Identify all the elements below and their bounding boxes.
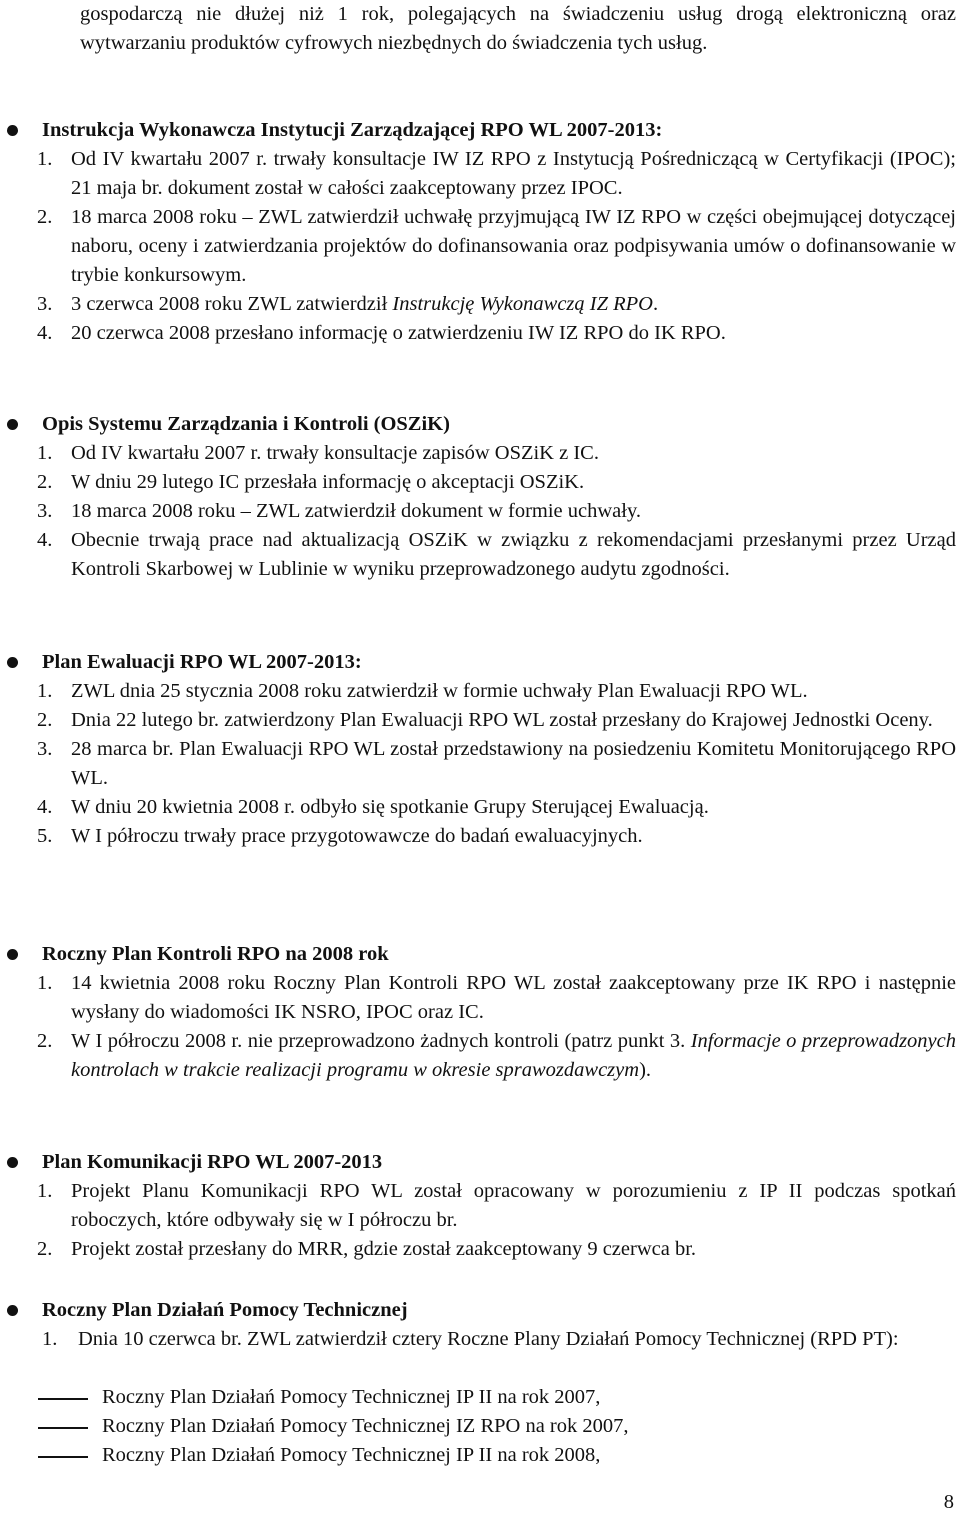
section-heading: Roczny Plan Kontroli RPO na 2008 rok: [42, 943, 389, 965]
bullet-icon: [7, 419, 18, 430]
numbered-list: [37, 439, 956, 584]
bullet-icon: [7, 125, 18, 136]
list-item: 1. ZWL dnia 25 stycznia 2008 roku zatwierdził w formie uchwały Plan Ewaluacji RPO WL.: [37, 680, 808, 702]
list-item: 2. W I półroczu 2008 r. nie przeprowadzono żadnych kontroli (patrz punkt 3. Informacje o przeprowadzonych kontrolach w trakcie realizacji programu w okresie sprawozdawczym).: [37, 1030, 956, 1081]
section-heading: Roczny Plan Działań Pomocy Technicznej: [42, 1299, 408, 1321]
list-item: 2. 18 marca 2008 roku – ZWL zatwierdził uchwałę przyjmującą IW IZ RPO w części obejmującej dotyczącej naboru, oceny i zatwierdzania projektów do dofinansowania oraz podpisywania umów o dofinansowanie w trybie konkursowym.: [37, 206, 956, 286]
bullet-icon: [7, 657, 18, 668]
dash-icon: [38, 1398, 88, 1400]
section-heading: Plan Komunikacji RPO WL 2007-2013: [42, 1151, 383, 1173]
bullet-icon: [7, 1305, 18, 1316]
list-item: 3. 28 marca br. Plan Ewaluacji RPO WL został przedstawiony na posiedzeniu Komitetu Monitorującego RPO WL.: [37, 738, 956, 789]
list-item: 2. Projekt został przesłany do MRR, gdzie został zaakceptowany 9 czerwca br.: [37, 1238, 697, 1260]
list-item: 5. W I półroczu trwały prace przygotowawcze do badań ewaluacyjnych.: [37, 825, 643, 847]
dash-list-item: Roczny Plan Działań Pomocy Technicznej IP II na rok 2007,: [38, 1383, 938, 1412]
section-heading: Plan Ewaluacji RPO WL 2007-2013:: [42, 651, 362, 673]
list-item: 1. Projekt Planu Komunikacji RPO WL został opracowany w porozumieniu z IP II podczas spotkań roboczych, które odbywały się w I półroczu br.: [37, 1180, 956, 1231]
dash-icon: [38, 1456, 88, 1458]
list-item: 1. Dnia 10 czerwca br. ZWL zatwierdził cztery Roczne Plany Działań Pomocy Technicznej (RPD PT):: [42, 1328, 899, 1350]
list-item: 1. 14 kwietnia 2008 roku Roczny Plan Kontroli RPO WL został zaakceptowany prze IK RPO i następnie wysłany do wiadomości IK NSRO, IPOC oraz IC.: [37, 972, 956, 1023]
numbered-list: [37, 1177, 956, 1264]
dash-list-item: Roczny Plan Działań Pomocy Technicznej IZ RPO na rok 2007,: [38, 1412, 938, 1441]
numbered-list: [37, 677, 956, 851]
list-item: 2. Dnia 22 lutego br. zatwierdzony Plan Ewaluacji RPO WL został przesłany do Krajowej Jednostki Oceny.: [37, 709, 933, 731]
list-item: 1. Od IV kwartału 2007 r. trwały konsultacje IW IZ RPO z Instytucją Pośredniczącą w Certyfikacji (IPOC); 21 maja br. dokument został w całości zaakceptowany przez IPOC.: [37, 148, 956, 199]
list-item: 2. W dniu 29 lutego IC przesłała informację o akceptacji OSZiK.: [37, 471, 585, 493]
list-item: 1. Od IV kwartału 2007 r. trwały konsultacje zapisów OSZiK z IC.: [37, 442, 599, 464]
list-item: 4. 20 czerwca 2008 przesłano informację o zatwierdzeniu IW IZ RPO do IK RPO.: [37, 322, 726, 344]
dash-icon: [38, 1427, 88, 1429]
section-heading: Opis Systemu Zarządzania i Kontroli (OSZiK): [42, 413, 450, 435]
numbered-list: [37, 969, 956, 1085]
list-item: 4. W dniu 20 kwietnia 2008 r. odbyło się spotkanie Grupy Sterującej Ewaluacją.: [37, 796, 709, 818]
numbered-list: [42, 1325, 956, 1354]
dash-list: [38, 1383, 938, 1470]
list-item: 3. 3 czerwca 2008 roku ZWL zatwierdził Instrukcję Wykonawczą IZ RPO.: [37, 293, 659, 315]
page-number: 8: [943, 1491, 954, 1513]
section-heading: Instrukcja Wykonawcza Instytucji Zarządzającej RPO WL 2007-2013:: [42, 119, 663, 141]
numbered-list: [37, 145, 956, 348]
bullet-icon: [7, 949, 18, 960]
continuation-paragraph: gospodarczą nie dłużej niż 1 rok, polegających na świadczeniu usług drogą elektroniczną oraz wytwarzaniu produktów cyfrowych niezbędnych do świadczenia tych usług.: [80, 3, 956, 54]
list-item: 4. Obecnie trwają prace nad aktualizacją OSZiK w związku z rekomendacjami przesłanymi przez Urząd Kontroli Skarbowej w Lublinie w wyniku przeprowadzonego audytu zgodności.: [37, 529, 956, 580]
dash-list-item: Roczny Plan Działań Pomocy Technicznej IP II na rok 2008,: [38, 1441, 938, 1470]
list-item: 3. 18 marca 2008 roku – ZWL zatwierdził dokument w formie uchwały.: [37, 500, 642, 522]
bullet-icon: [7, 1157, 18, 1168]
